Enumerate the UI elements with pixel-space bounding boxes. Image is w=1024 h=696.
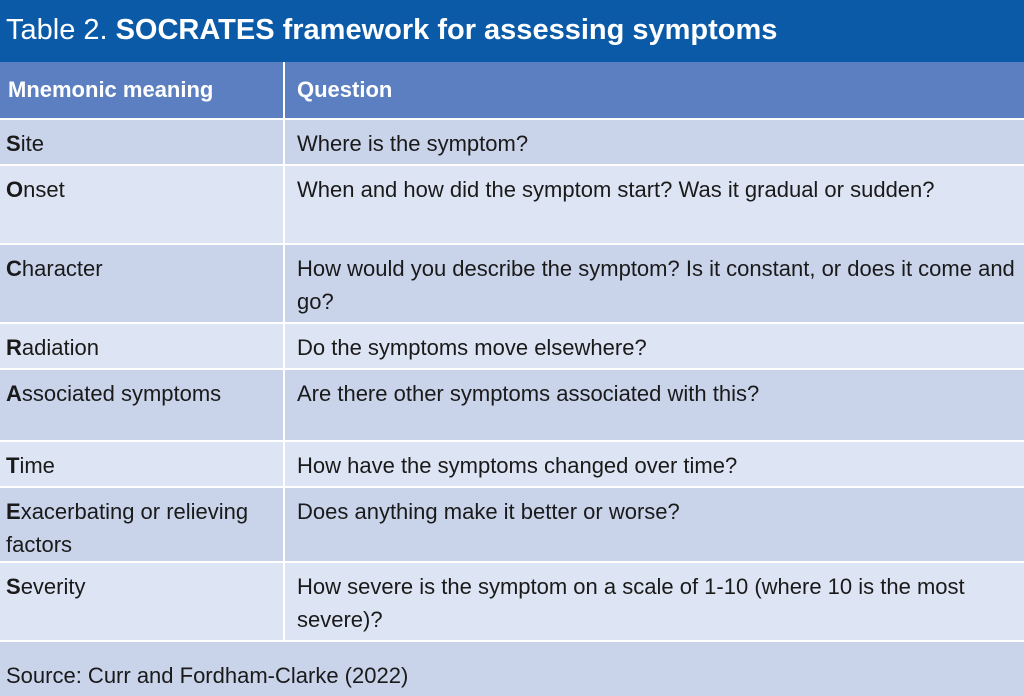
question-cell: Where is the symptom?	[284, 119, 1024, 165]
mnemonic-rest: ssociated symptoms	[21, 381, 222, 406]
source-note: Source: Curr and Fordham-Clarke (2022)	[0, 654, 1024, 696]
mnemonic-letter: A	[6, 381, 22, 406]
mnemonic-rest: ime	[19, 453, 55, 478]
mnemonic-letter: R	[6, 335, 22, 360]
mnemonic-cell	[0, 244, 284, 323]
question-cell: How severe is the symptom on a scale of 1-10 (where 10 is the most severe)?	[284, 562, 1024, 641]
socrates-table	[0, 62, 1024, 642]
mnemonic-letter: O	[6, 177, 24, 202]
table-row	[0, 369, 1024, 441]
mnemonic-rest: everity	[20, 574, 86, 599]
table-row	[0, 487, 1024, 562]
table-row	[0, 119, 1024, 165]
table-title	[0, 0, 1024, 62]
table-row	[0, 244, 1024, 323]
table-row	[0, 441, 1024, 487]
mnemonic-cell	[0, 487, 284, 562]
table-row	[0, 323, 1024, 369]
table-number: Table 2.	[6, 14, 108, 46]
mnemonic-cell	[0, 441, 284, 487]
mnemonic-cell	[0, 369, 284, 441]
mnemonic-rest: adiation	[21, 335, 99, 360]
table-row	[0, 562, 1024, 641]
mnemonic-cell	[0, 323, 284, 369]
question-cell: When and how did the symptom start? Was it gradual or sudden?	[284, 165, 1024, 244]
question-cell: How would you describe the symptom? Is it constant, or does it come and go?	[284, 244, 1024, 323]
table-title-text: SOCRATES framework for assessing symptoms	[115, 14, 778, 46]
mnemonic-letter: T	[6, 453, 20, 478]
table-row	[0, 165, 1024, 244]
mnemonic-rest: xacerbating or relieving factors	[6, 499, 249, 557]
question-cell: Does anything make it better or worse?	[284, 487, 1024, 562]
question-cell: How have the symptoms changed over time?	[284, 441, 1024, 487]
question-cell: Do the symptoms move elsewhere?	[284, 323, 1024, 369]
mnemonic-rest: ite	[20, 131, 44, 156]
mnemonic-letter: E	[6, 499, 21, 524]
mnemonic-rest: nset	[23, 177, 65, 202]
mnemonic-cell	[0, 165, 284, 244]
header-mnemonic-meaning: Mnemonic meaning	[0, 62, 284, 119]
mnemonic-letter: S	[6, 574, 21, 599]
mnemonic-letter: C	[6, 256, 22, 281]
mnemonic-letter: S	[6, 131, 21, 156]
mnemonic-cell	[0, 562, 284, 641]
header-question: Question	[284, 62, 1024, 119]
mnemonic-rest: haracter	[21, 256, 103, 281]
question-cell: Are there other symptoms associated with this?	[284, 369, 1024, 441]
table-header-row	[0, 62, 1024, 119]
mnemonic-cell	[0, 119, 284, 165]
